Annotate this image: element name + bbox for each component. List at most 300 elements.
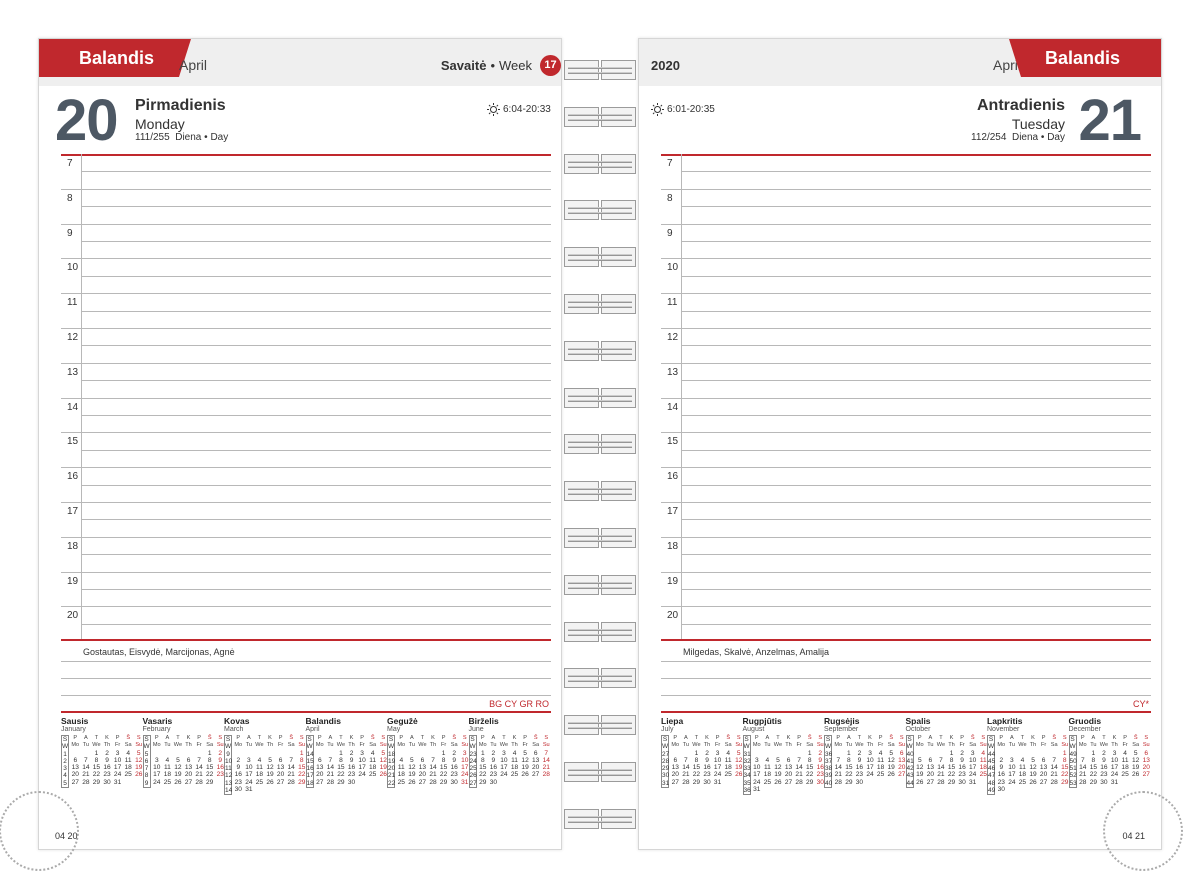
calendar-day[interactable]: 13 xyxy=(316,764,324,772)
calendar-day[interactable]: 16 xyxy=(816,764,824,772)
calendar-day[interactable] xyxy=(509,779,520,786)
calendar-day[interactable]: 4 xyxy=(1123,749,1127,757)
calendar-day[interactable]: 16 xyxy=(997,771,1005,779)
calendar-day[interactable]: 20 xyxy=(184,771,193,779)
calendar-day[interactable]: 16 xyxy=(450,764,458,772)
calendar-day[interactable]: 24 xyxy=(713,771,722,779)
calendar-day[interactable]: 3 xyxy=(1010,756,1014,764)
calendar-day[interactable] xyxy=(244,750,255,757)
calendar-day[interactable]: 27 xyxy=(784,778,793,786)
calendar-day[interactable]: 18 xyxy=(724,764,732,772)
calendar-day[interactable] xyxy=(520,779,531,786)
calendar-day[interactable]: 14 xyxy=(1079,764,1087,772)
calendar-day[interactable] xyxy=(1007,786,1018,793)
calendar-day[interactable]: 6 xyxy=(786,756,791,764)
calendar-day[interactable]: 20 xyxy=(1039,771,1048,779)
calendar-day[interactable] xyxy=(254,750,265,757)
calendar-day[interactable]: 26 xyxy=(774,778,782,786)
calendar-day[interactable]: 9 xyxy=(218,756,223,764)
calendar-day[interactable]: 25 xyxy=(397,778,405,786)
calendar-day[interactable]: 4 xyxy=(726,749,731,757)
calendar-day[interactable]: 18 xyxy=(124,764,132,772)
calendar-day[interactable]: 5 xyxy=(381,749,386,757)
calendar-day[interactable]: 1 xyxy=(847,749,851,757)
calendar-day[interactable]: 19 xyxy=(408,771,416,779)
calendar-day[interactable]: 18 xyxy=(763,771,772,779)
calendar-day[interactable]: 3 xyxy=(360,749,364,757)
calendar-day[interactable]: 21 xyxy=(195,771,203,779)
calendar-day[interactable]: 16 xyxy=(103,764,111,772)
calendar-day[interactable]: 28 xyxy=(542,771,550,779)
calendar-day[interactable] xyxy=(783,750,794,757)
calendar-day[interactable] xyxy=(794,786,805,793)
calendar-day[interactable]: 26 xyxy=(1029,778,1037,786)
calendar-day[interactable]: 27 xyxy=(671,778,679,786)
calendar-day[interactable]: 15 xyxy=(692,764,701,772)
calendar-day[interactable]: 15 xyxy=(1089,764,1098,772)
calendar-day[interactable]: 14 xyxy=(834,764,842,772)
calendar-day[interactable]: 9 xyxy=(452,756,457,764)
calendar-day[interactable]: 7 xyxy=(544,749,549,757)
calendar-day[interactable] xyxy=(996,750,1007,757)
calendar-day[interactable]: 15 xyxy=(337,764,345,772)
calendar-day[interactable]: 12 xyxy=(408,764,416,772)
calendar-day[interactable]: 22 xyxy=(1061,771,1069,779)
calendar-day[interactable]: 30 xyxy=(103,778,111,786)
calendar-day[interactable] xyxy=(875,779,886,786)
calendar-day[interactable]: 26 xyxy=(521,771,529,779)
calendar-day[interactable]: 13 xyxy=(418,764,427,772)
calendar-day[interactable]: 3 xyxy=(115,749,120,757)
calendar-day[interactable]: 22 xyxy=(439,771,448,779)
calendar-day[interactable]: 25 xyxy=(1121,771,1129,779)
calendar-day[interactable]: 21 xyxy=(287,771,295,779)
calendar-day[interactable]: 23 xyxy=(855,771,864,779)
calendar-day[interactable]: 13 xyxy=(898,756,906,764)
calendar-day[interactable]: 29 xyxy=(1089,778,1098,786)
calendar-day[interactable]: 6 xyxy=(420,756,425,764)
calendar-day[interactable]: 17 xyxy=(1008,771,1016,779)
calendar-day[interactable]: 22 xyxy=(845,771,853,779)
calendar-day[interactable]: 10 xyxy=(153,764,161,772)
calendar-day[interactable]: 7 xyxy=(1052,756,1057,764)
calendar-day[interactable]: 14 xyxy=(1050,764,1058,772)
calendar-day[interactable]: 3 xyxy=(715,749,720,757)
calendar-day[interactable]: 12 xyxy=(135,756,143,764)
calendar-day[interactable]: 17 xyxy=(461,764,469,772)
calendar-day[interactable] xyxy=(123,779,134,786)
calendar-day[interactable]: 15 xyxy=(92,764,101,772)
calendar-day[interactable]: 15 xyxy=(806,764,814,772)
calendar-day[interactable] xyxy=(265,750,276,757)
calendar-day[interactable]: 18 xyxy=(979,764,987,772)
calendar-day[interactable]: 28 xyxy=(1050,778,1058,786)
calendar-day[interactable]: 21 xyxy=(682,771,690,779)
calendar-day[interactable]: 22 xyxy=(479,771,487,779)
calendar-day[interactable]: 8 xyxy=(1062,756,1067,764)
calendar-day[interactable]: 13 xyxy=(184,764,193,772)
calendar-day[interactable]: 6 xyxy=(1041,756,1046,764)
calendar-day[interactable]: 10 xyxy=(1008,764,1016,772)
calendar-day[interactable]: 10 xyxy=(500,756,508,764)
calendar-day[interactable]: 17 xyxy=(713,764,722,772)
calendar-day[interactable] xyxy=(265,786,276,793)
calendar-day[interactable]: 1 xyxy=(807,749,812,757)
calendar-day[interactable]: 7 xyxy=(797,756,801,764)
calendar-day[interactable]: 24 xyxy=(358,771,366,779)
calendar-day[interactable]: 21 xyxy=(1050,771,1058,779)
calendar-day[interactable]: 6 xyxy=(928,756,933,764)
calendar-day[interactable]: 10 xyxy=(969,756,977,764)
calendar-day[interactable] xyxy=(396,750,407,757)
calendar-day[interactable] xyxy=(70,750,81,757)
calendar-day[interactable]: 19 xyxy=(521,764,529,772)
calendar-day[interactable]: 27 xyxy=(71,778,79,786)
calendar-day[interactable]: 20 xyxy=(532,764,540,772)
calendar-day[interactable]: 23 xyxy=(450,771,458,779)
calendar-day[interactable] xyxy=(325,750,336,757)
calendar-day[interactable]: 31 xyxy=(461,778,469,786)
calendar-day[interactable]: 11 xyxy=(397,764,405,772)
calendar-day[interactable]: 23 xyxy=(958,771,966,779)
calendar-day[interactable]: 31 xyxy=(113,778,122,786)
calendar-day[interactable]: 2 xyxy=(818,749,823,757)
calendar-day[interactable]: 13 xyxy=(926,764,935,772)
calendar-day[interactable]: 11 xyxy=(763,764,771,772)
calendar-day[interactable]: 22 xyxy=(92,771,101,779)
calendar-day[interactable]: 11 xyxy=(1019,764,1026,772)
calendar-day[interactable] xyxy=(275,786,286,793)
calendar-day[interactable] xyxy=(286,786,297,793)
calendar-day[interactable]: 16 xyxy=(347,764,356,772)
calendar-day[interactable] xyxy=(886,779,897,786)
calendar-day[interactable]: 14 xyxy=(795,764,803,772)
calendar-day[interactable]: 30 xyxy=(347,778,356,786)
calendar-day[interactable]: 25 xyxy=(1018,778,1027,786)
calendar-day[interactable]: 5 xyxy=(1133,749,1138,757)
calendar-day[interactable]: 1 xyxy=(299,749,304,757)
left-month-tab[interactable]: Balandis xyxy=(39,39,179,77)
calendar-day[interactable]: 9 xyxy=(818,756,823,764)
calendar-day[interactable]: 8 xyxy=(339,756,343,764)
calendar-day[interactable]: 20 xyxy=(1142,764,1150,772)
calendar-day[interactable]: 9 xyxy=(999,764,1004,772)
calendar-day[interactable]: 1 xyxy=(949,749,954,757)
calendar-day[interactable] xyxy=(865,779,876,786)
calendar-day[interactable]: 12 xyxy=(266,764,274,772)
calendar-day[interactable] xyxy=(936,750,947,757)
calendar-day[interactable]: 25 xyxy=(876,771,885,779)
calendar-day[interactable]: 29 xyxy=(947,778,956,786)
calendar-day[interactable]: 30 xyxy=(489,778,498,786)
calendar-day[interactable]: 30 xyxy=(1100,778,1108,786)
calendar-day[interactable]: 12 xyxy=(521,756,529,764)
calendar-day[interactable]: 23 xyxy=(103,771,111,779)
calendar-day[interactable]: 29 xyxy=(206,778,214,786)
calendar-day[interactable]: 11 xyxy=(163,764,171,772)
calendar-day[interactable]: 5 xyxy=(523,749,527,757)
calendar-day[interactable]: 1 xyxy=(1091,749,1096,757)
calendar-day[interactable]: 12 xyxy=(887,756,895,764)
calendar-day[interactable] xyxy=(1130,779,1141,786)
calendar-day[interactable]: 19 xyxy=(379,764,387,772)
calendar-day[interactable]: 23 xyxy=(234,778,242,786)
calendar-day[interactable]: 2 xyxy=(705,749,709,757)
calendar-day[interactable]: 27 xyxy=(316,778,324,786)
calendar-day[interactable]: 9 xyxy=(491,756,496,764)
calendar-day[interactable]: 17 xyxy=(866,764,874,772)
calendar-day[interactable]: 22 xyxy=(1089,771,1098,779)
calendar-day[interactable]: 31 xyxy=(1110,778,1119,786)
calendar-day[interactable] xyxy=(773,750,784,757)
calendar-day[interactable]: 11 xyxy=(979,756,987,764)
calendar-day[interactable] xyxy=(752,750,763,757)
calendar-day[interactable]: 21 xyxy=(834,771,842,779)
calendar-day[interactable]: 18 xyxy=(510,764,519,772)
calendar-day[interactable]: 29 xyxy=(806,778,814,786)
calendar-day[interactable]: 7 xyxy=(1080,756,1085,764)
calendar-day[interactable]: 31 xyxy=(245,786,253,794)
calendar-day[interactable]: 28 xyxy=(287,778,295,786)
calendar-day[interactable]: 20 xyxy=(316,771,324,779)
calendar-day[interactable] xyxy=(773,786,784,793)
calendar-day[interactable]: 19 xyxy=(1029,771,1037,779)
calendar-day[interactable]: 20 xyxy=(784,771,793,779)
calendar-day[interactable]: 2 xyxy=(999,756,1004,764)
calendar-day[interactable]: 2 xyxy=(105,749,109,757)
calendar-day[interactable]: 23 xyxy=(347,771,356,779)
calendar-day[interactable] xyxy=(541,779,552,786)
right-month-tab[interactable]: Balandis xyxy=(1021,39,1161,77)
calendar-day[interactable]: 4 xyxy=(165,756,170,764)
calendar-day[interactable]: 4 xyxy=(878,749,883,757)
calendar-day[interactable]: 7 xyxy=(289,756,294,764)
calendar-day[interactable]: 26 xyxy=(379,771,387,779)
calendar-day[interactable]: 28 xyxy=(82,778,90,786)
calendar-day[interactable]: 28 xyxy=(937,778,945,786)
calendar-day[interactable]: 6 xyxy=(186,756,191,764)
calendar-day[interactable]: 15 xyxy=(298,764,306,772)
calendar-day[interactable]: 14 xyxy=(195,764,203,772)
calendar-day[interactable]: 8 xyxy=(480,756,485,764)
calendar-day[interactable]: 21 xyxy=(326,771,335,779)
calendar-day[interactable]: 20 xyxy=(898,764,906,772)
calendar-day[interactable]: 28 xyxy=(1079,778,1087,786)
calendar-day[interactable]: 25 xyxy=(510,771,519,779)
calendar-day[interactable]: 8 xyxy=(1091,756,1096,764)
calendar-day[interactable] xyxy=(762,750,773,757)
calendar-day[interactable]: 18 xyxy=(397,771,405,779)
calendar-day[interactable]: 24 xyxy=(1110,771,1119,779)
calendar-day[interactable] xyxy=(233,750,244,757)
calendar-day[interactable]: 17 xyxy=(753,771,761,779)
calendar-day[interactable]: 19 xyxy=(266,771,274,779)
calendar-day[interactable] xyxy=(183,750,194,757)
calendar-day[interactable]: 9 xyxy=(105,756,109,764)
calendar-day[interactable] xyxy=(833,750,844,757)
calendar-day[interactable]: 26 xyxy=(174,778,182,786)
calendar-day[interactable] xyxy=(925,750,936,757)
calendar-day[interactable] xyxy=(152,750,163,757)
calendar-day[interactable]: 12 xyxy=(916,764,924,772)
calendar-day[interactable]: 13 xyxy=(671,764,679,772)
calendar-day[interactable]: 16 xyxy=(703,764,711,772)
calendar-day[interactable]: 26 xyxy=(408,778,416,786)
calendar-day[interactable]: 22 xyxy=(298,771,306,779)
calendar-day[interactable]: 18 xyxy=(876,764,885,772)
calendar-day[interactable]: 23 xyxy=(1100,771,1108,779)
calendar-day[interactable]: 10 xyxy=(358,756,366,764)
calendar-day[interactable]: 1 xyxy=(339,749,343,757)
calendar-day[interactable] xyxy=(1017,750,1028,757)
calendar-day[interactable]: 11 xyxy=(1121,756,1129,764)
calendar-day[interactable]: 22 xyxy=(806,771,814,779)
calendar-day[interactable]: 15 xyxy=(439,764,448,772)
calendar-day[interactable] xyxy=(315,750,326,757)
calendar-day[interactable]: 29 xyxy=(1061,778,1069,786)
calendar-day[interactable]: 14 xyxy=(326,764,335,772)
calendar-day[interactable]: 16 xyxy=(855,764,864,772)
calendar-day[interactable]: 14 xyxy=(429,764,437,772)
calendar-day[interactable]: 14 xyxy=(287,764,295,772)
calendar-day[interactable] xyxy=(794,750,805,757)
calendar-day[interactable]: 20 xyxy=(71,771,79,779)
calendar-day[interactable]: 10 xyxy=(1110,756,1119,764)
calendar-day[interactable]: 5 xyxy=(736,749,741,757)
calendar-day[interactable]: 13 xyxy=(784,764,793,772)
calendar-day[interactable]: 1 xyxy=(441,749,446,757)
calendar-day[interactable]: 23 xyxy=(216,771,224,779)
calendar-day[interactable] xyxy=(367,779,378,786)
calendar-day[interactable]: 7 xyxy=(684,756,688,764)
calendar-day[interactable]: 31 xyxy=(713,778,722,786)
calendar-day[interactable]: 5 xyxy=(776,756,780,764)
calendar-day[interactable]: 6 xyxy=(899,749,904,757)
calendar-day[interactable]: 5 xyxy=(136,749,141,757)
calendar-day[interactable]: 19 xyxy=(1132,764,1140,772)
calendar-day[interactable]: 8 xyxy=(694,756,699,764)
calendar-day[interactable]: 11 xyxy=(877,756,885,764)
calendar-day[interactable]: 8 xyxy=(94,756,99,764)
calendar-day[interactable]: 7 xyxy=(197,756,201,764)
calendar-day[interactable]: 30 xyxy=(816,778,824,786)
calendar-day[interactable]: 21 xyxy=(429,771,437,779)
calendar-day[interactable]: 11 xyxy=(724,756,732,764)
calendar-day[interactable]: 2 xyxy=(452,749,457,757)
calendar-day[interactable] xyxy=(1038,750,1049,757)
calendar-day[interactable]: 13 xyxy=(71,764,79,772)
calendar-day[interactable]: 30 xyxy=(855,778,864,786)
calendar-day[interactable]: 18 xyxy=(255,771,264,779)
calendar-day[interactable]: 7 xyxy=(431,756,435,764)
calendar-day[interactable]: 1 xyxy=(207,749,212,757)
calendar-day[interactable] xyxy=(1028,750,1039,757)
calendar-day[interactable]: 24 xyxy=(969,771,977,779)
calendar-day[interactable]: 29 xyxy=(479,778,487,786)
calendar-day[interactable]: 18 xyxy=(369,764,377,772)
calendar-day[interactable]: 31 xyxy=(753,786,761,794)
calendar-day[interactable]: 4 xyxy=(981,749,986,757)
calendar-day[interactable]: 24 xyxy=(153,778,161,786)
calendar-day[interactable]: 27 xyxy=(532,771,540,779)
calendar-day[interactable]: 2 xyxy=(236,756,241,764)
calendar-day[interactable] xyxy=(407,750,418,757)
calendar-day[interactable]: 19 xyxy=(916,771,924,779)
calendar-day[interactable]: 27 xyxy=(418,778,427,786)
calendar-day[interactable]: 12 xyxy=(774,764,782,772)
calendar-day[interactable]: 30 xyxy=(958,778,966,786)
calendar-day[interactable]: 25 xyxy=(163,778,172,786)
calendar-day[interactable]: 25 xyxy=(124,771,132,779)
calendar-day[interactable]: 28 xyxy=(834,778,842,786)
calendar-day[interactable]: 17 xyxy=(358,764,366,772)
calendar-day[interactable] xyxy=(499,779,510,786)
calendar-day[interactable]: 3 xyxy=(868,749,872,757)
calendar-day[interactable]: 16 xyxy=(958,764,966,772)
calendar-day[interactable]: 25 xyxy=(255,778,264,786)
calendar-day[interactable]: 17 xyxy=(245,771,253,779)
calendar-day[interactable]: 30 xyxy=(997,786,1005,794)
calendar-day[interactable]: 4 xyxy=(399,756,404,764)
calendar-day[interactable]: 21 xyxy=(1079,771,1087,779)
calendar-day[interactable]: 26 xyxy=(135,771,143,779)
calendar-day[interactable]: 25 xyxy=(724,771,732,779)
calendar-day[interactable]: 2 xyxy=(857,749,862,757)
calendar-day[interactable]: 4 xyxy=(126,749,131,757)
calendar-day[interactable]: 24 xyxy=(500,771,508,779)
calendar-day[interactable]: 23 xyxy=(816,771,824,779)
calendar-day[interactable]: 1 xyxy=(94,749,99,757)
calendar-day[interactable]: 19 xyxy=(135,764,143,772)
calendar-day[interactable]: 28 xyxy=(795,778,803,786)
calendar-day[interactable] xyxy=(1141,779,1152,786)
calendar-day[interactable]: 28 xyxy=(195,778,203,786)
calendar-day[interactable]: 6 xyxy=(673,756,678,764)
calendar-day[interactable] xyxy=(670,750,681,757)
calendar-day[interactable]: 23 xyxy=(997,778,1005,786)
calendar-day[interactable]: 10 xyxy=(461,756,469,764)
calendar-day[interactable]: 7 xyxy=(328,756,333,764)
calendar-day[interactable]: 26 xyxy=(735,771,743,779)
calendar-day[interactable]: 2 xyxy=(349,749,354,757)
calendar-day[interactable]: 5 xyxy=(410,756,414,764)
calendar-day[interactable]: 17 xyxy=(969,764,977,772)
calendar-day[interactable]: 6 xyxy=(317,756,322,764)
calendar-day[interactable] xyxy=(1120,779,1131,786)
calendar-day[interactable]: 12 xyxy=(379,756,387,764)
calendar-day[interactable]: 9 xyxy=(960,756,964,764)
calendar-day[interactable]: 27 xyxy=(926,778,935,786)
calendar-day[interactable]: 24 xyxy=(113,771,122,779)
calendar-day[interactable] xyxy=(1028,786,1039,793)
calendar-day[interactable]: 24 xyxy=(461,771,469,779)
calendar-day[interactable] xyxy=(723,779,734,786)
calendar-day[interactable]: 10 xyxy=(713,756,722,764)
calendar-day[interactable]: 10 xyxy=(113,756,122,764)
calendar-day[interactable]: 7 xyxy=(836,756,841,764)
calendar-day[interactable]: 4 xyxy=(257,756,262,764)
calendar-day[interactable]: 1 xyxy=(1062,749,1067,757)
calendar-day[interactable]: 1 xyxy=(480,749,485,757)
calendar-day[interactable]: 27 xyxy=(898,771,906,779)
calendar-day[interactable]: 3 xyxy=(502,749,506,757)
calendar-day[interactable]: 24 xyxy=(245,778,253,786)
calendar-day[interactable]: 23 xyxy=(703,771,711,779)
calendar-day[interactable]: 15 xyxy=(845,764,853,772)
calendar-day[interactable]: 26 xyxy=(916,778,924,786)
calendar-day[interactable]: 8 xyxy=(807,756,812,764)
calendar-day[interactable]: 9 xyxy=(705,756,709,764)
